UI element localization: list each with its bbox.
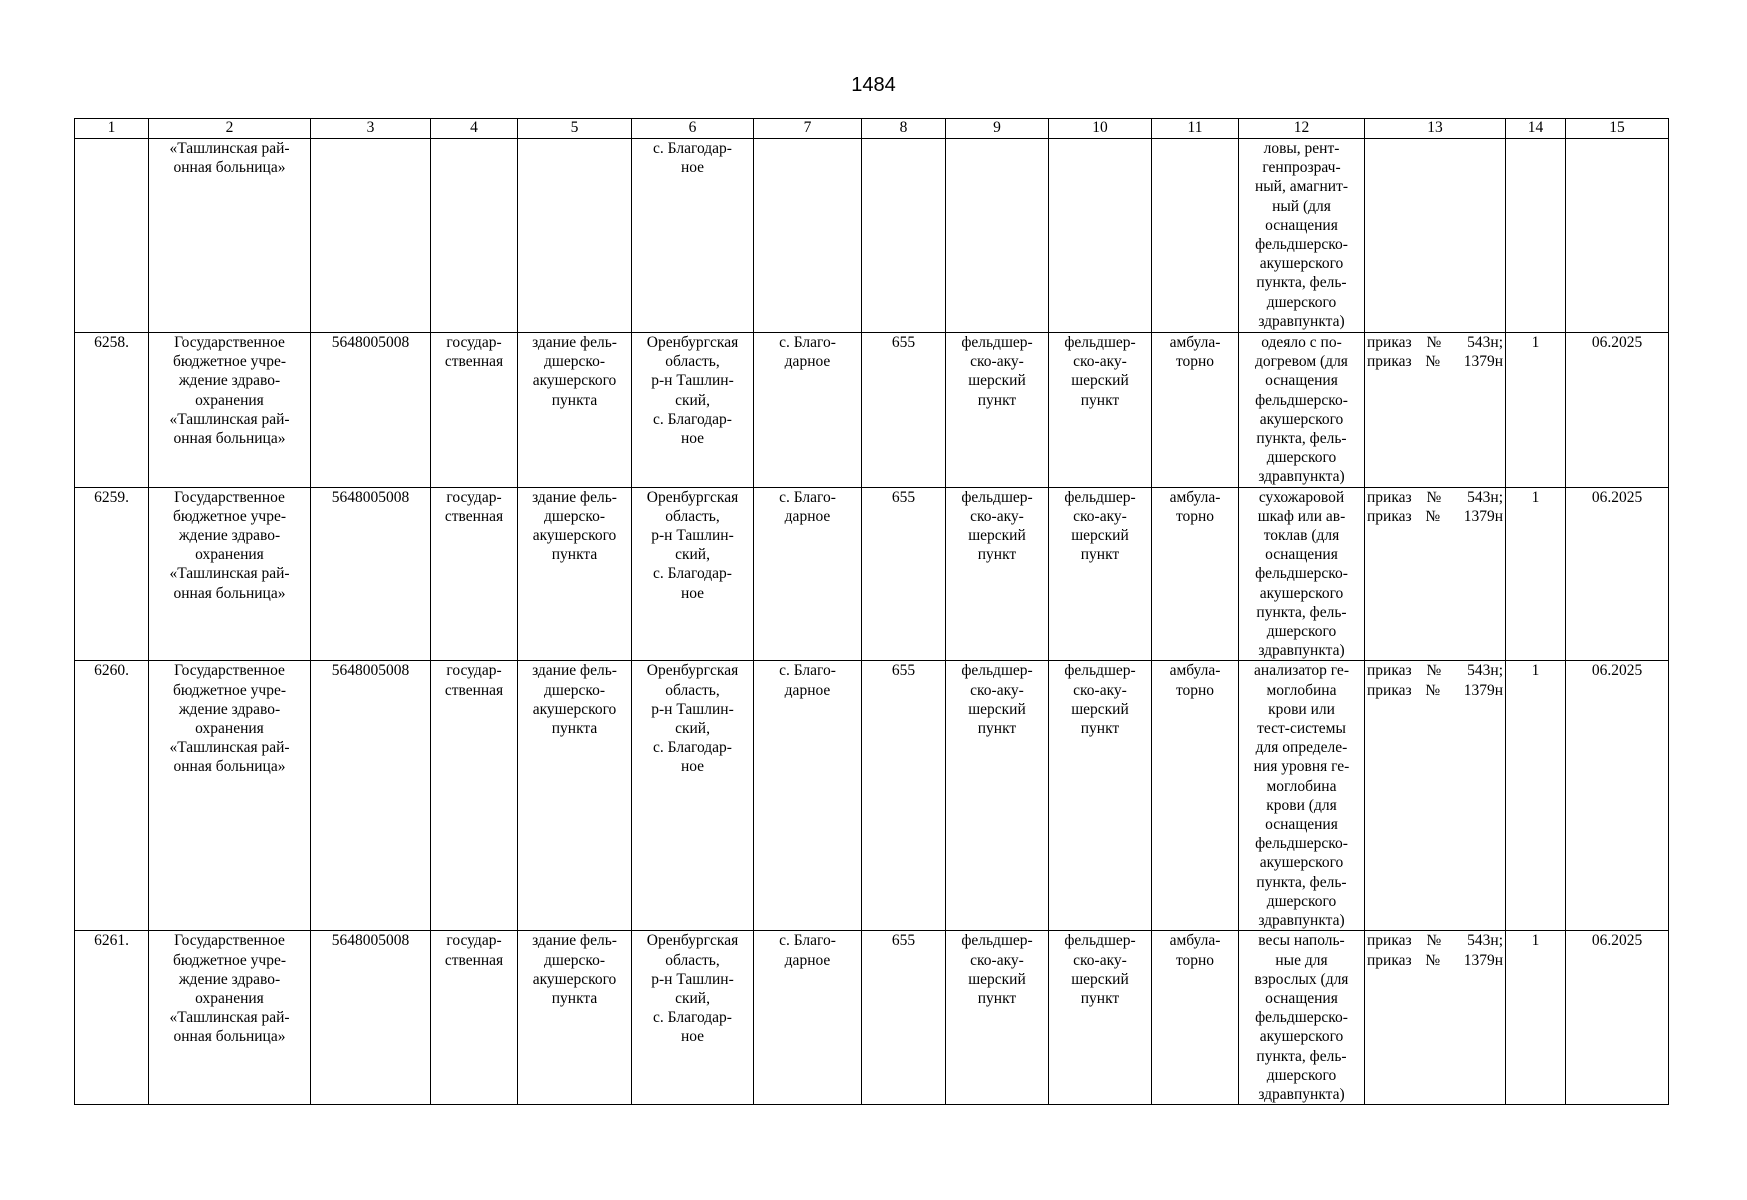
row-number-cell: 6258. [75,333,149,488]
table-row [75,487,1669,661]
column-header: 4 [431,119,518,139]
code-cell: 655 [862,487,946,661]
column-header: 2 [149,119,311,139]
care-mode-cell: амбула- торно [1152,487,1239,661]
inn-cell: 5648005008 [311,661,431,931]
address-cell: Оренбургская область, р-н Ташлин- ский, с. Благодар- ное [632,333,754,488]
column-number-header-row [75,119,1669,139]
inn-cell: 5648005008 [311,487,431,661]
equipment-cell: одеяло с по- догревом (для оснащения фельдшерско- акушерского пункта, фель- дшерского здравпункта) [1239,333,1365,488]
facility-type-cell: фельдшер- ско-аку- шерский пункт [946,931,1049,1105]
unit-type-cell: фельдшер- ско-аку- шерский пункт [1049,487,1152,661]
order-cell: приказ № 543н; приказ № 1379н [1365,661,1506,931]
quantity-cell: 1 [1506,333,1566,488]
settlement-cell: с. Благо- дарное [754,333,862,488]
unit-type-cell: фельдшер- ско-аку- шерский пункт [1049,931,1152,1105]
row-number-cell [75,139,149,333]
care-mode-cell: амбула- торно [1152,931,1239,1105]
order-cell: приказ № 543н; приказ № 1379н [1365,333,1506,488]
organization-cell: Государственное бюджетное учре- ждение здраво- охранения «Ташлинская рай- онная больница» [149,333,311,488]
date-cell: 06.2025 [1566,661,1669,931]
column-header: 11 [1152,119,1239,139]
care-mode-cell: амбула- торно [1152,333,1239,488]
table-row [75,139,1669,333]
facility-type-cell [946,139,1049,333]
ownership-cell: государ- ственная [431,333,518,488]
organization-cell: Государственное бюджетное учре- ждение здраво- охранения «Ташлинская рай- онная больница» [149,931,311,1105]
date-cell: 06.2025 [1566,931,1669,1105]
column-header: 5 [518,119,632,139]
quantity-cell: 1 [1506,661,1566,931]
building-cell [518,139,632,333]
unit-type-cell [1049,139,1152,333]
row-number-cell: 6259. [75,487,149,661]
order-cell [1365,139,1506,333]
address-cell: Оренбургская область, р-н Ташлин- ский, с. Благодар- ное [632,487,754,661]
care-mode-cell [1152,139,1239,333]
date-cell [1566,139,1669,333]
column-header: 6 [632,119,754,139]
settlement-cell: с. Благо- дарное [754,931,862,1105]
column-header: 12 [1239,119,1365,139]
date-cell: 06.2025 [1566,487,1669,661]
unit-type-cell: фельдшер- ско-аку- шерский пункт [1049,333,1152,488]
organization-cell: Государственное бюджетное учре- ждение здраво- охранения «Ташлинская рай- онная больница» [149,487,311,661]
row-number-cell: 6260. [75,661,149,931]
settlement-cell: с. Благо- дарное [754,661,862,931]
column-header: 10 [1049,119,1152,139]
code-cell: 655 [862,661,946,931]
column-header: 9 [946,119,1049,139]
column-header: 7 [754,119,862,139]
code-cell [862,139,946,333]
order-cell: приказ № 543н; приказ № 1379н [1365,487,1506,661]
address-cell: Оренбургская область, р-н Ташлин- ский, с. Благодар- ное [632,661,754,931]
organization-cell: «Ташлинская рай- онная больница» [149,139,311,333]
row-number-cell: 6261. [75,931,149,1105]
inn-cell: 5648005008 [311,931,431,1105]
organization-cell: Государственное бюджетное учре- ждение здраво- охранения «Ташлинская рай- онная больница» [149,661,311,931]
table-row [75,931,1669,1105]
code-cell: 655 [862,931,946,1105]
column-header: 15 [1566,119,1669,139]
inn-cell: 5648005008 [311,333,431,488]
address-cell: с. Благодар- ное [632,139,754,333]
facility-type-cell: фельдшер- ско-аку- шерский пункт [946,333,1049,488]
quantity-cell: 1 [1506,931,1566,1105]
ownership-cell: государ- ственная [431,931,518,1105]
quantity-cell: 1 [1506,487,1566,661]
care-mode-cell: амбула- торно [1152,661,1239,931]
facility-type-cell: фельдшер- ско-аку- шерский пункт [946,661,1049,931]
settlement-cell [754,139,862,333]
column-header: 14 [1506,119,1566,139]
registry-table [74,118,1669,1105]
building-cell: здание фель- дшерско- акушерского пункта [518,661,632,931]
building-cell: здание фель- дшерско- акушерского пункта [518,487,632,661]
column-header: 3 [311,119,431,139]
equipment-cell: весы наполь- ные для взрослых (для оснащения фельдшерско- акушерского пункта, фель- дшерского здравпункта) [1239,931,1365,1105]
date-cell: 06.2025 [1566,333,1669,488]
ownership-cell: государ- ственная [431,661,518,931]
facility-type-cell: фельдшер- ско-аку- шерский пункт [946,487,1049,661]
inn-cell [311,139,431,333]
unit-type-cell: фельдшер- ско-аку- шерский пункт [1049,661,1152,931]
address-cell: Оренбургская область, р-н Ташлин- ский, с. Благодар- ное [632,931,754,1105]
column-header: 1 [75,119,149,139]
quantity-cell [1506,139,1566,333]
equipment-cell: сухожаровой шкаф или ав- токлав (для оснащения фельдшерско- акушерского пункта, фель- дшерского здравпункта) [1239,487,1365,661]
building-cell: здание фель- дшерско- акушерского пункта [518,333,632,488]
order-cell: приказ № 543н; приказ № 1379н [1365,931,1506,1105]
table-row [75,661,1669,931]
column-header: 8 [862,119,946,139]
equipment-cell: ловы, рент- генпрозрач- ный, амагнит- ный (для оснащения фельдшерско- акушерского пункта, фель- дшерского здравпункта) [1239,139,1365,333]
ownership-cell [431,139,518,333]
equipment-cell: анализатор ге- моглобина крови или тест-системы для определе- ния уровня ге- моглобина крови (для оснащения фельдшерско- акушерского пункта, фель- дшерского здравпункта) [1239,661,1365,931]
table-row [75,333,1669,488]
settlement-cell: с. Благо- дарное [754,487,862,661]
column-header: 13 [1365,119,1506,139]
building-cell: здание фель- дшерско- акушерского пункта [518,931,632,1105]
ownership-cell: государ- ственная [431,487,518,661]
page-number: 1484 [851,74,896,96]
code-cell: 655 [862,333,946,488]
